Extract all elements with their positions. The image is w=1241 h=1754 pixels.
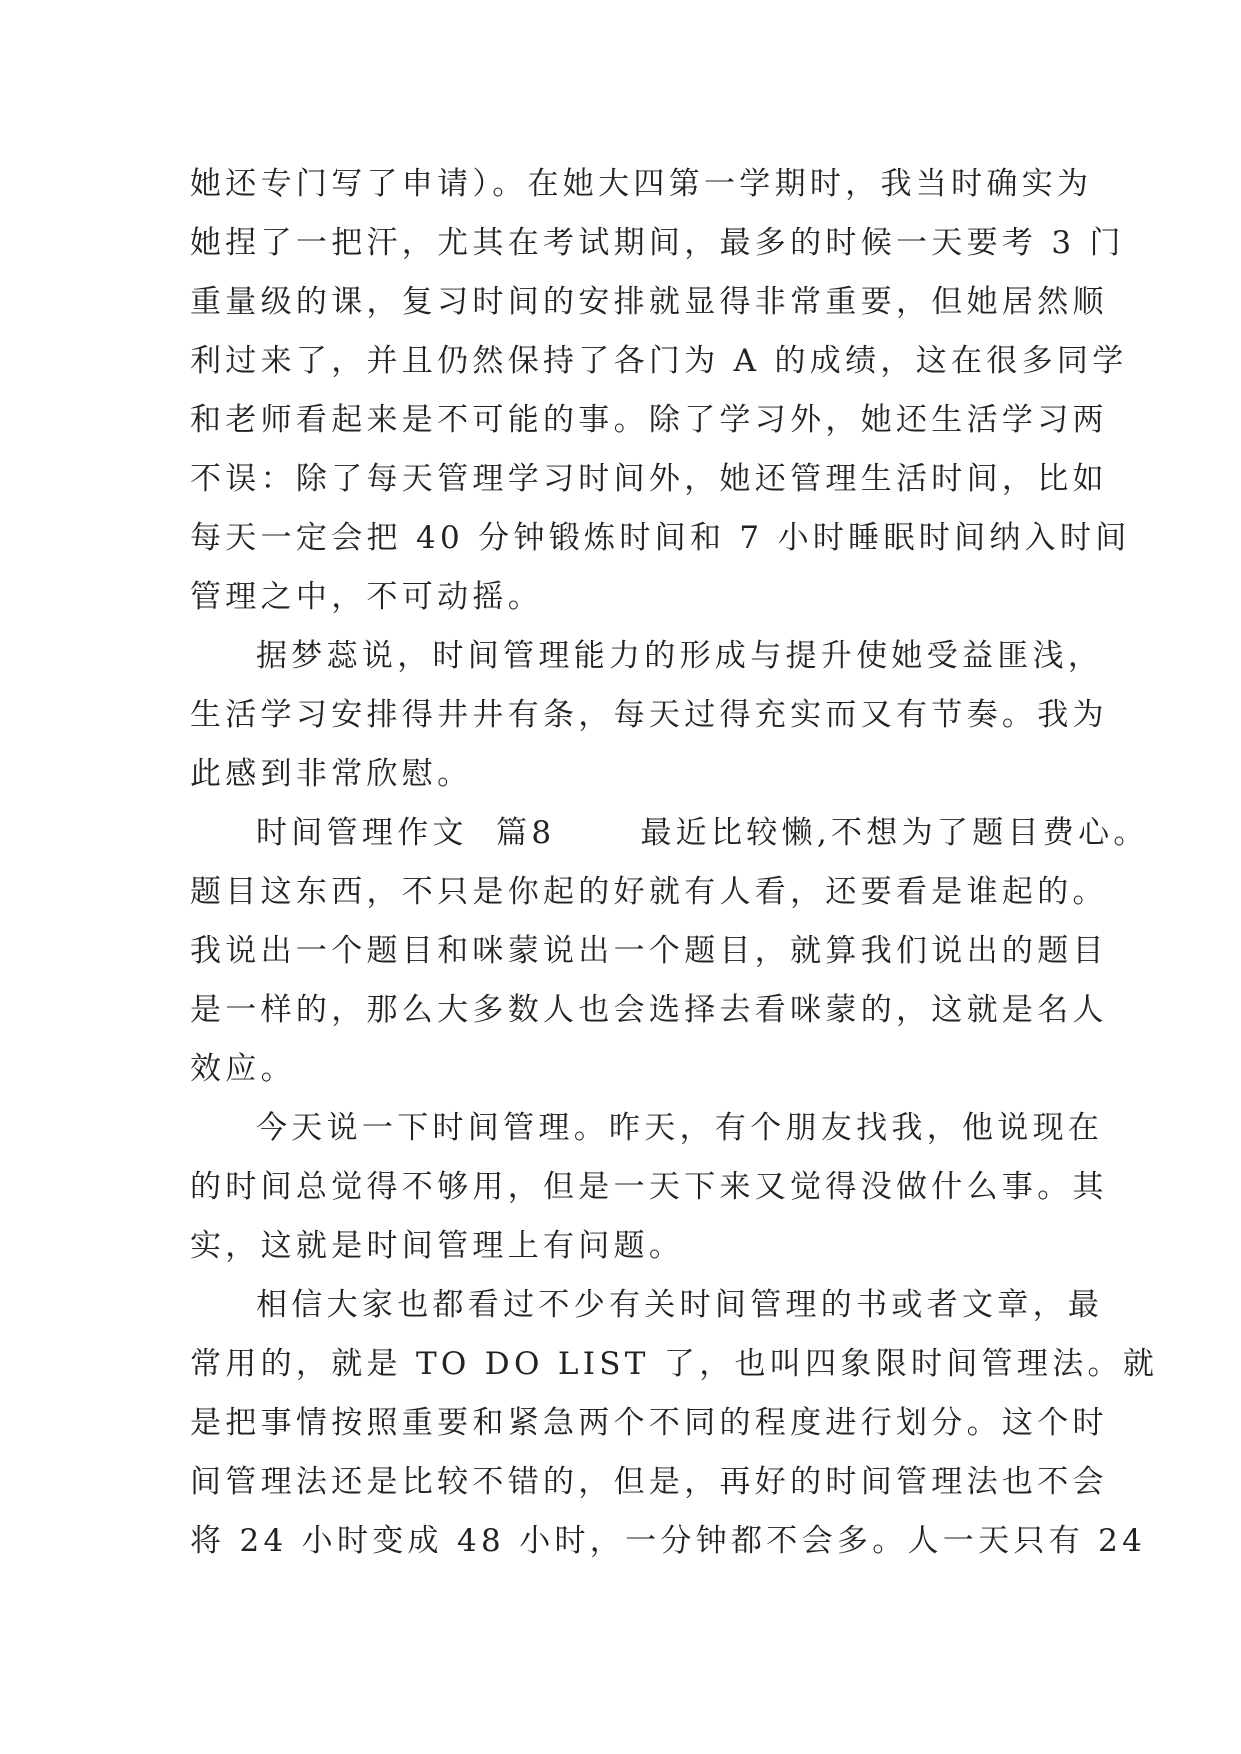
text-line: 效应。 [190, 1051, 296, 1087]
text-line: 此感到非常欣慰。 [190, 756, 473, 792]
paragraph-start-line: 今天说一下时间管理。昨天，有个朋友找我，他说现在 [256, 1110, 1104, 1146]
text-line: 她捏了一把汗，尤其在考试期间，最多的时候一天要考 3 门 [190, 225, 1125, 261]
text-line: 的时间总觉得不够用，但是一天下来又觉得没做什么事。其 [190, 1169, 1108, 1205]
section-heading-line: 时间管理作文 篇8 最近比较懒,不想为了题目费心。 [256, 815, 1149, 851]
text-line: 是一样的，那么大多数人也会选择去看咪蒙的，这就是名人 [190, 992, 1108, 1028]
text-line: 题目这东西，不只是你起的好就有人看，还要看是谁起的。 [190, 874, 1108, 910]
text-line: 管理之中，不可动摇。 [190, 579, 543, 615]
text-line: 间管理法还是比较不错的，但是，再好的时间管理法也不会 [190, 1464, 1108, 1500]
text-line: 每天一定会把 40 分钟锻炼时间和 7 小时睡眠时间纳入时间 [190, 520, 1131, 556]
text-line: 将 24 小时变成 48 小时，一分钟都不会多。人一天只有 24 [190, 1523, 1147, 1559]
paragraph-start-line: 据梦蕊说，时间管理能力的形成与提升使她受益匪浅， [256, 638, 1104, 674]
text-line: 实，这就是时间管理上有问题。 [190, 1228, 685, 1264]
text-line: 重量级的课，复习时间的安排就显得非常重要，但她居然顺 [190, 284, 1108, 320]
text-line: 生活学习安排得井井有条，每天过得充实而又有节奏。我为 [190, 697, 1108, 733]
text-line: 不误：除了每天管理学习时间外，她还管理生活时间，比如 [190, 461, 1108, 497]
text-line: 我说出一个题目和咪蒙说出一个题目，就算我们说出的题目 [190, 933, 1108, 969]
text-line: 常用的，就是 TO DO LIST 了，也叫四象限时间管理法。就 [190, 1346, 1159, 1382]
text-line: 她还专门写了申请）。在她大四第一学期时，我当时确实为 [190, 166, 1093, 202]
paragraph-start-line: 相信大家也都看过不少有关时间管理的书或者文章，最 [256, 1287, 1104, 1323]
text-line: 是把事情按照重要和紧急两个不同的程度进行划分。这个时 [190, 1405, 1108, 1441]
text-line: 利过来了，并且仍然保持了各门为 A 的成绩，这在很多同学 [190, 343, 1128, 379]
body-text [190, 155, 1159, 1571]
text-line: 和老师看起来是不可能的事。除了学习外，她还生活学习两 [190, 402, 1108, 438]
